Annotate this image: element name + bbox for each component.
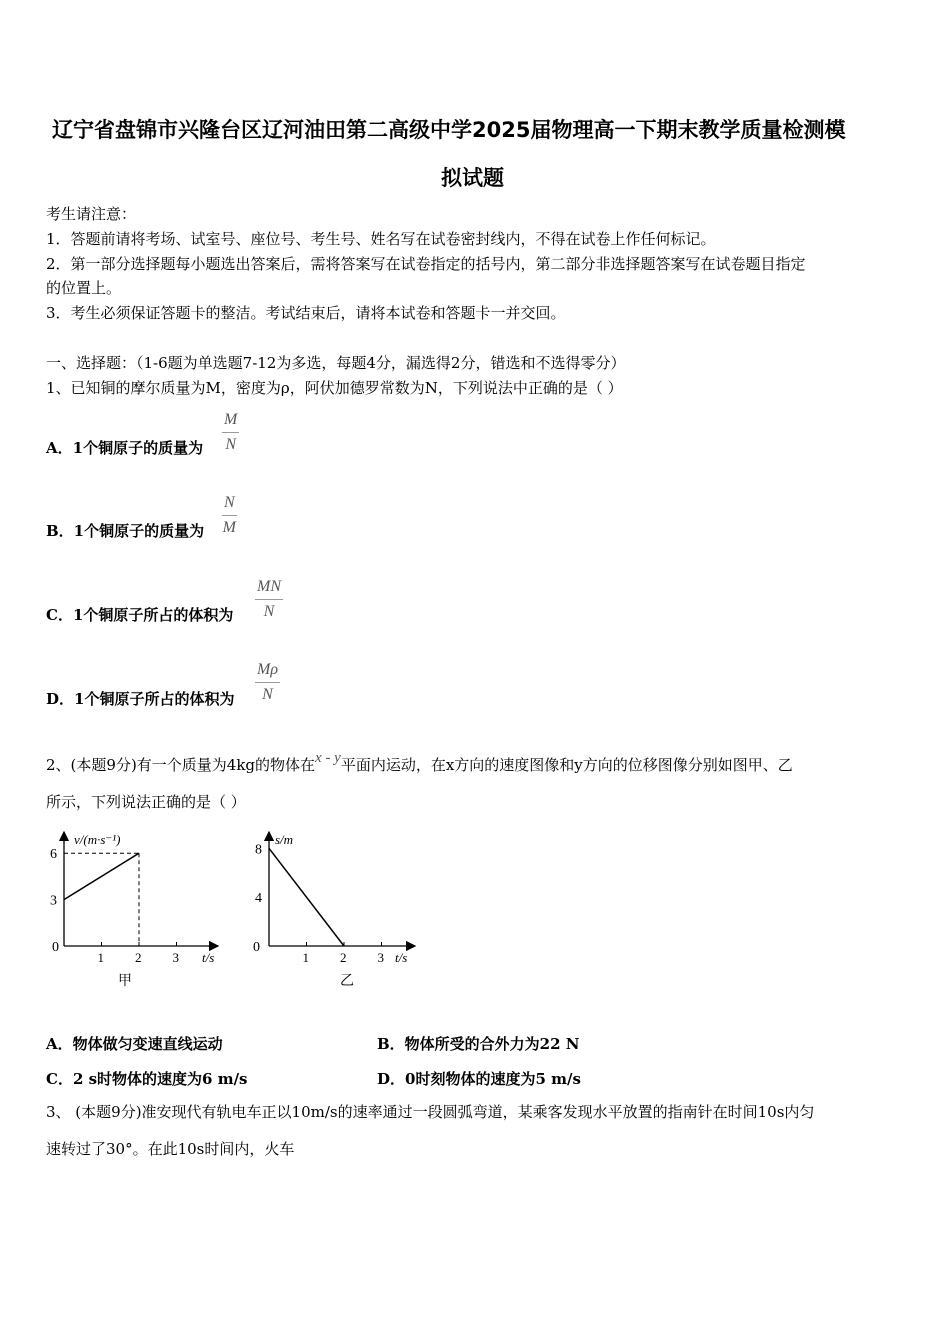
q1-c-numerator: MN: [255, 578, 283, 600]
page-title-line2: 拟试题: [441, 166, 504, 190]
q2-stem-part-a: 2、(本题9分)有一个质量为4kg的物体在: [46, 756, 316, 774]
chart-yi-xlabel: t/s: [395, 950, 408, 965]
q1-a-numerator: M: [222, 411, 239, 433]
page-title-line1: 辽宁省盘锦市兴隆台区辽河油田第二高级中学2025届物理高一下期末教学质量检测模: [52, 118, 846, 142]
notice-item-1: 1．答题前请将考场、试室号、座位号、考生号、姓名写在试卷密封线内，不得在试卷上作任何标记。: [46, 230, 716, 248]
chart-jia-xtick-label-2: 2: [135, 950, 142, 965]
q1-option-c: C．1个铜原子所占的体积为: [46, 606, 234, 624]
q1-d-denominator: N: [262, 686, 273, 703]
q2-xy-plane: x - y: [315, 750, 341, 766]
chart-jia-origin: 0: [52, 940, 59, 955]
chart-jia-series-line: [64, 853, 139, 899]
notice-item-3: 3．考生必须保证答题卡的整洁。考试结束后，请将本试卷和答题卡一并交回。: [46, 304, 566, 322]
chart-jia-xtick-label-1: 1: [97, 950, 104, 965]
q1-option-d: D．1个铜原子所占的体积为: [46, 690, 235, 708]
chart-yi: [245, 822, 435, 997]
q1-a-denominator: N: [225, 436, 236, 453]
q2-stem-part-b: 平面内运动，在x方向的速度图像和y方向的位移图像分别如图甲、乙: [340, 756, 793, 774]
chart-yi-ytick-label-4: 4: [255, 891, 262, 907]
chart-jia-ytick-label-6: 6: [50, 847, 57, 863]
q1-option-d-fraction: [255, 661, 280, 704]
q3-line2: 速转过了30°。在此10s时间内，火车: [46, 1140, 295, 1158]
q2-option-d: D．0时刻物体的速度为5 m/s: [377, 1070, 581, 1088]
chart-jia-caption: 甲: [118, 974, 132, 989]
notice-heading: 考生请注意：: [46, 205, 137, 223]
q1-d-numerator: Mρ: [255, 661, 280, 683]
q1-option-c-fraction: [255, 578, 283, 621]
q2-stem-line2: 所示，下列说法正确的是（ ）: [46, 793, 246, 811]
section-heading: 一、选择题：（1-6题为单选题7-12为多选，每题4分，漏选得2分，错选和不选得零分）: [46, 354, 626, 372]
q1-c-denominator: N: [263, 603, 275, 620]
q2-option-a: A．物体做匀变速直线运动: [46, 1035, 223, 1053]
chart-yi-origin: 0: [253, 940, 260, 955]
chart-jia-xlabel: t/s: [202, 950, 215, 965]
q2-stem: [46, 750, 793, 775]
q1-option-b-fraction: [222, 494, 237, 537]
chart-jia-ytick-label-3: 3: [50, 893, 57, 909]
q1-option-a: A．1个铜原子的质量为: [46, 439, 204, 457]
notice-item-2: 2．第一部分选择题每小题选出答案后，需将答案写在试卷指定的括号内，第二部分非选择题答案写在试卷题目指定: [46, 255, 806, 273]
chart-yi-caption: 乙: [340, 974, 354, 989]
q2-option-c: C．2 s时物体的速度为6 m/s: [46, 1070, 248, 1088]
chart-yi-xtick-label-3: 3: [377, 950, 384, 965]
chart-jia: [40, 822, 230, 997]
q1-option-b: B．1个铜原子的质量为: [46, 522, 205, 540]
chart-yi-series-line: [269, 848, 344, 946]
chart-yi-ylabel: s/m: [275, 832, 294, 847]
q3-line1: 3、 (本题9分)准安现代有轨电车正以10m/s的速率通过一段圆弧弯道，某乘客发现水平放置的指南针在时间10s内匀: [46, 1103, 815, 1121]
chart-jia-ylabel: v/(m·s⁻¹): [74, 832, 121, 847]
chart-yi-ytick-label-8: 8: [255, 842, 262, 858]
chart-jia-xtick-label-3: 3: [172, 950, 179, 965]
chart-yi-xtick-label-1: 1: [302, 950, 309, 965]
q1-b-numerator: N: [222, 494, 237, 516]
q1-option-a-fraction: [222, 411, 239, 454]
q1-b-denominator: M: [222, 519, 236, 536]
notice-item-2-cont: 的位置上。: [46, 279, 122, 297]
chart-yi-xtick-label-2: 2: [340, 950, 347, 965]
q1-stem: 1、已知铜的摩尔质量为M，密度为ρ，阿伏加德罗常数为N，下列说法中正确的是（ ）: [46, 379, 623, 397]
q2-option-b: B．物体所受的合外力为22 N: [377, 1035, 580, 1053]
